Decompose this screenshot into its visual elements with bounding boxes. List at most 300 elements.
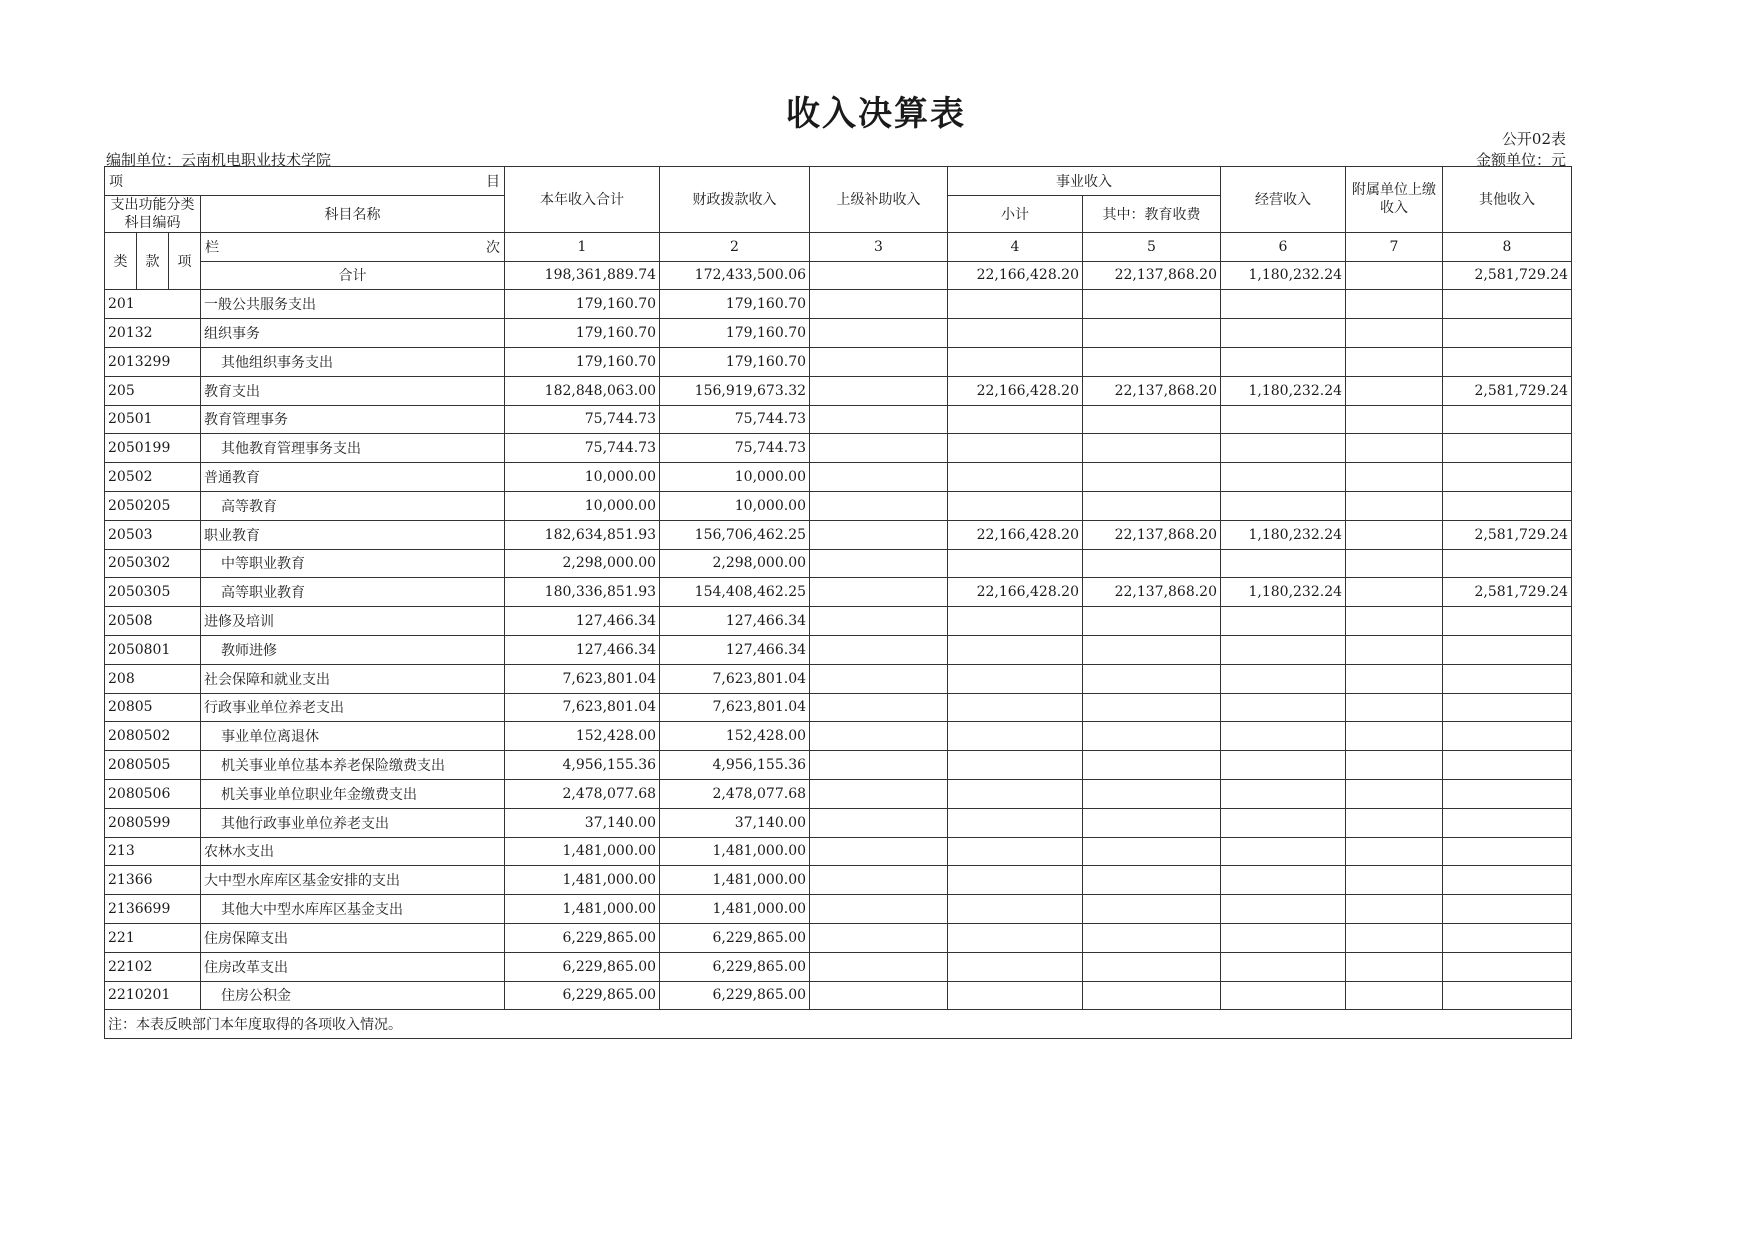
amount-cell: 75,744.73 bbox=[660, 405, 810, 434]
amount-cell bbox=[810, 578, 948, 607]
amount-unit: 金额单位：元 bbox=[1475, 151, 1566, 169]
amount-cell: 6,229,865.00 bbox=[660, 981, 810, 1010]
func-code-cell: 2050205 bbox=[105, 491, 201, 520]
amount-cell: 127,466.34 bbox=[505, 635, 660, 664]
func-code-cell: 22102 bbox=[105, 952, 201, 981]
col-header-affiliated: 附属单位上缴收入 bbox=[1346, 167, 1443, 233]
table-row bbox=[105, 463, 1572, 492]
amount-cell bbox=[1221, 981, 1346, 1010]
amount-cell bbox=[1083, 549, 1221, 578]
amount-cell bbox=[948, 434, 1083, 463]
amount-cell bbox=[1346, 347, 1443, 376]
amount-cell: 10,000.00 bbox=[505, 463, 660, 492]
table-row bbox=[105, 895, 1572, 924]
amount-cell bbox=[1221, 607, 1346, 636]
amount-cell bbox=[1346, 895, 1443, 924]
amount-cell: 179,160.70 bbox=[505, 347, 660, 376]
table-row bbox=[105, 779, 1572, 808]
amount-cell bbox=[1083, 866, 1221, 895]
amount-cell: 2,298,000.00 bbox=[660, 549, 810, 578]
table-row bbox=[105, 664, 1572, 693]
table-row bbox=[105, 607, 1572, 636]
compiling-unit: 编制单位：云南机电职业技术学院 bbox=[106, 151, 332, 169]
amount-cell bbox=[1443, 722, 1572, 751]
func-code-cell: 2050801 bbox=[105, 635, 201, 664]
item-right-label: 目 bbox=[486, 174, 501, 190]
amount-cell bbox=[1346, 549, 1443, 578]
amount-cell: 22,137,868.20 bbox=[1083, 520, 1221, 549]
func-code-cell: 205 bbox=[105, 376, 201, 405]
amount-cell bbox=[1083, 837, 1221, 866]
amount-cell: 1,481,000.00 bbox=[505, 866, 660, 895]
table-row bbox=[105, 808, 1572, 837]
subject-name-cell: 机关事业单位基本养老保险缴费支出 bbox=[201, 751, 505, 780]
table-row bbox=[105, 952, 1572, 981]
amount-cell bbox=[810, 981, 948, 1010]
subject-name-header: 科目名称 bbox=[201, 195, 505, 232]
func-code-cell: 20503 bbox=[105, 520, 201, 549]
ci-label: 次 bbox=[486, 239, 501, 256]
amount-cell bbox=[1443, 779, 1572, 808]
table-note: 注：本表反映部门本年度取得的各项收入情况。 bbox=[105, 1010, 1572, 1039]
amount-cell bbox=[1443, 635, 1572, 664]
amount-cell: 22,137,868.20 bbox=[1083, 376, 1221, 405]
subject-name-cell: 一般公共服务支出 bbox=[201, 290, 505, 319]
func-code-cell: 2050305 bbox=[105, 578, 201, 607]
subject-name-cell: 进修及培训 bbox=[201, 607, 505, 636]
amount-cell bbox=[948, 549, 1083, 578]
col-header-superior: 上级补助收入 bbox=[810, 167, 948, 233]
amount-cell bbox=[1221, 895, 1346, 924]
amount-cell bbox=[1346, 491, 1443, 520]
xiang-header: 项 bbox=[169, 232, 201, 290]
func-code-cell: 208 bbox=[105, 664, 201, 693]
amount-cell: 127,466.34 bbox=[505, 607, 660, 636]
amount-cell bbox=[1083, 290, 1221, 319]
subject-name-cell: 社会保障和就业支出 bbox=[201, 664, 505, 693]
amount-cell: 10,000.00 bbox=[505, 491, 660, 520]
amount-cell bbox=[1346, 434, 1443, 463]
amount-cell bbox=[1346, 693, 1443, 722]
table-row bbox=[105, 347, 1572, 376]
amount-cell bbox=[948, 664, 1083, 693]
income-final-account-table bbox=[104, 166, 1572, 1039]
func-code-cell: 2080506 bbox=[105, 779, 201, 808]
amount-cell bbox=[810, 635, 948, 664]
table-row bbox=[105, 578, 1572, 607]
amount-cell: 180,336,851.93 bbox=[505, 578, 660, 607]
lan-ci-cell bbox=[201, 232, 505, 261]
amount-cell: 7,623,801.04 bbox=[660, 664, 810, 693]
amount-cell: 4,956,155.36 bbox=[660, 751, 810, 780]
amount-cell: 7,623,801.04 bbox=[505, 693, 660, 722]
amount-cell bbox=[1083, 664, 1221, 693]
amount-cell bbox=[1221, 664, 1346, 693]
amount-cell: 179,160.70 bbox=[660, 347, 810, 376]
amount-cell bbox=[948, 895, 1083, 924]
amount-cell bbox=[948, 405, 1083, 434]
amount-cell bbox=[1443, 319, 1572, 348]
amount-cell: 152,428.00 bbox=[660, 722, 810, 751]
total-row bbox=[105, 261, 1572, 290]
col-index: 5 bbox=[1083, 232, 1221, 261]
amount-cell bbox=[1443, 866, 1572, 895]
table-row bbox=[105, 722, 1572, 751]
amount-cell: 127,466.34 bbox=[660, 635, 810, 664]
amount-cell bbox=[1083, 895, 1221, 924]
amount-cell: 2,581,729.24 bbox=[1443, 578, 1572, 607]
amount-cell bbox=[810, 866, 948, 895]
amount-cell bbox=[1346, 405, 1443, 434]
amount-cell bbox=[810, 895, 948, 924]
total-cell: 22,137,868.20 bbox=[1083, 261, 1221, 290]
amount-cell: 6,229,865.00 bbox=[660, 952, 810, 981]
subject-name-cell: 事业单位离退休 bbox=[201, 722, 505, 751]
item-header-cell bbox=[105, 167, 505, 196]
note-row bbox=[105, 1010, 1572, 1039]
func-code-cell: 2080599 bbox=[105, 808, 201, 837]
amount-cell: 7,623,801.04 bbox=[660, 693, 810, 722]
amount-cell bbox=[1346, 319, 1443, 348]
col-header-total: 本年收入合计 bbox=[505, 167, 660, 233]
amount-cell bbox=[1221, 693, 1346, 722]
amount-cell bbox=[1443, 952, 1572, 981]
amount-cell bbox=[1443, 463, 1572, 492]
amount-cell bbox=[1346, 837, 1443, 866]
subject-name-cell: 职业教育 bbox=[201, 520, 505, 549]
amount-cell bbox=[810, 837, 948, 866]
amount-cell: 182,634,851.93 bbox=[505, 520, 660, 549]
amount-cell: 179,160.70 bbox=[660, 290, 810, 319]
amount-cell bbox=[948, 722, 1083, 751]
amount-cell bbox=[1221, 463, 1346, 492]
form-number: 公开02表 bbox=[1501, 130, 1566, 148]
amount-cell bbox=[810, 664, 948, 693]
amount-cell bbox=[810, 376, 948, 405]
amount-cell bbox=[1443, 693, 1572, 722]
header-row-index bbox=[105, 232, 1572, 261]
subject-name-cell: 其他教育管理事务支出 bbox=[201, 434, 505, 463]
amount-cell bbox=[810, 290, 948, 319]
col-index: 2 bbox=[660, 232, 810, 261]
amount-cell bbox=[810, 693, 948, 722]
col-header-operating: 经营收入 bbox=[1221, 167, 1346, 233]
table-row bbox=[105, 405, 1572, 434]
lei-header: 类 bbox=[105, 232, 137, 290]
amount-cell bbox=[1221, 952, 1346, 981]
amount-cell bbox=[1221, 491, 1346, 520]
func-code-cell: 2050199 bbox=[105, 434, 201, 463]
subject-name-cell: 其他组织事务支出 bbox=[201, 347, 505, 376]
amount-cell bbox=[948, 491, 1083, 520]
amount-cell: 179,160.70 bbox=[505, 290, 660, 319]
table-row bbox=[105, 837, 1572, 866]
amount-cell bbox=[1221, 751, 1346, 780]
amount-cell bbox=[810, 319, 948, 348]
amount-cell: 1,180,232.24 bbox=[1221, 578, 1346, 607]
amount-cell bbox=[1221, 837, 1346, 866]
page-title: 收入决算表 bbox=[786, 94, 966, 134]
amount-cell: 6,229,865.00 bbox=[505, 981, 660, 1010]
subject-name-cell: 教师进修 bbox=[201, 635, 505, 664]
amount-cell bbox=[1443, 923, 1572, 952]
amount-cell bbox=[1083, 434, 1221, 463]
amount-cell bbox=[1346, 751, 1443, 780]
amount-cell bbox=[1083, 319, 1221, 348]
amount-cell: 10,000.00 bbox=[660, 463, 810, 492]
amount-cell: 1,481,000.00 bbox=[660, 895, 810, 924]
col-index: 8 bbox=[1443, 232, 1572, 261]
subject-name-cell: 大中型水库库区基金安排的支出 bbox=[201, 866, 505, 895]
func-code-cell: 221 bbox=[105, 923, 201, 952]
amount-cell bbox=[1083, 779, 1221, 808]
amount-cell bbox=[948, 923, 1083, 952]
lan-label: 栏 bbox=[205, 239, 219, 256]
amount-cell: 156,706,462.25 bbox=[660, 520, 810, 549]
func-code-cell: 2050302 bbox=[105, 549, 201, 578]
subject-name-cell: 组织事务 bbox=[201, 319, 505, 348]
amount-cell: 1,481,000.00 bbox=[505, 895, 660, 924]
amount-cell bbox=[1083, 751, 1221, 780]
amount-cell bbox=[1083, 952, 1221, 981]
amount-cell bbox=[948, 808, 1083, 837]
amount-cell: 152,428.00 bbox=[505, 722, 660, 751]
table-row bbox=[105, 290, 1572, 319]
func-code-cell: 2080502 bbox=[105, 722, 201, 751]
amount-cell bbox=[948, 290, 1083, 319]
table-row bbox=[105, 923, 1572, 952]
amount-cell bbox=[1443, 751, 1572, 780]
amount-cell bbox=[948, 463, 1083, 492]
amount-cell bbox=[1221, 319, 1346, 348]
table-row bbox=[105, 635, 1572, 664]
func-code-cell: 20502 bbox=[105, 463, 201, 492]
amount-cell bbox=[810, 923, 948, 952]
table-row bbox=[105, 981, 1572, 1010]
amount-cell: 2,478,077.68 bbox=[505, 779, 660, 808]
amount-cell bbox=[1346, 981, 1443, 1010]
amount-cell: 10,000.00 bbox=[660, 491, 810, 520]
func-code-cell: 201 bbox=[105, 290, 201, 319]
total-cell: 22,166,428.20 bbox=[948, 261, 1083, 290]
total-cell: 2,581,729.24 bbox=[1443, 261, 1572, 290]
amount-cell: 75,744.73 bbox=[660, 434, 810, 463]
subject-name-cell: 住房保障支出 bbox=[201, 923, 505, 952]
amount-cell bbox=[948, 866, 1083, 895]
amount-cell bbox=[1083, 635, 1221, 664]
amount-cell: 2,298,000.00 bbox=[505, 549, 660, 578]
amount-cell bbox=[1221, 722, 1346, 751]
table-row bbox=[105, 434, 1572, 463]
amount-cell bbox=[948, 837, 1083, 866]
amount-cell: 2,581,729.24 bbox=[1443, 376, 1572, 405]
col-header-fiscal: 财政拨款收入 bbox=[660, 167, 810, 233]
amount-cell bbox=[1083, 347, 1221, 376]
amount-cell bbox=[1443, 607, 1572, 636]
total-cell: 1,180,232.24 bbox=[1221, 261, 1346, 290]
func-code-cell: 20132 bbox=[105, 319, 201, 348]
col-header-edu-fee: 其中：教育收费 bbox=[1083, 195, 1221, 232]
subject-name-cell: 住房改革支出 bbox=[201, 952, 505, 981]
amount-cell bbox=[1221, 635, 1346, 664]
amount-cell: 22,137,868.20 bbox=[1083, 578, 1221, 607]
amount-cell: 179,160.70 bbox=[505, 319, 660, 348]
amount-cell bbox=[1443, 434, 1572, 463]
subject-name-cell: 教育管理事务 bbox=[201, 405, 505, 434]
amount-cell bbox=[1083, 463, 1221, 492]
table-row bbox=[105, 319, 1572, 348]
amount-cell bbox=[1346, 808, 1443, 837]
amount-cell: 75,744.73 bbox=[505, 434, 660, 463]
amount-cell: 6,229,865.00 bbox=[660, 923, 810, 952]
amount-cell: 22,166,428.20 bbox=[948, 376, 1083, 405]
table-row bbox=[105, 491, 1572, 520]
amount-cell bbox=[1346, 722, 1443, 751]
total-label: 合计 bbox=[201, 261, 505, 290]
amount-cell bbox=[1443, 405, 1572, 434]
amount-cell bbox=[810, 434, 948, 463]
func-code-cell: 21366 bbox=[105, 866, 201, 895]
amount-cell bbox=[1346, 952, 1443, 981]
col-index: 4 bbox=[948, 232, 1083, 261]
amount-cell: 37,140.00 bbox=[505, 808, 660, 837]
amount-cell bbox=[1221, 434, 1346, 463]
amount-cell: 2,478,077.68 bbox=[660, 779, 810, 808]
col-header-other: 其他收入 bbox=[1443, 167, 1572, 233]
amount-cell bbox=[1443, 549, 1572, 578]
amount-cell bbox=[1221, 866, 1346, 895]
amount-cell bbox=[948, 607, 1083, 636]
amount-cell bbox=[810, 722, 948, 751]
amount-cell bbox=[1083, 405, 1221, 434]
amount-cell bbox=[1346, 290, 1443, 319]
col-index: 1 bbox=[505, 232, 660, 261]
total-cell: 172,433,500.06 bbox=[660, 261, 810, 290]
col-index: 3 bbox=[810, 232, 948, 261]
amount-cell: 1,180,232.24 bbox=[1221, 376, 1346, 405]
amount-cell bbox=[948, 751, 1083, 780]
amount-cell bbox=[810, 607, 948, 636]
amount-cell bbox=[1346, 635, 1443, 664]
amount-cell bbox=[948, 635, 1083, 664]
header-row-top bbox=[105, 167, 1572, 196]
amount-cell bbox=[1083, 693, 1221, 722]
amount-cell: 154,408,462.25 bbox=[660, 578, 810, 607]
col-header-subtotal: 小计 bbox=[948, 195, 1083, 232]
amount-cell bbox=[1443, 290, 1572, 319]
amount-cell bbox=[1346, 866, 1443, 895]
subject-name-cell: 教育支出 bbox=[201, 376, 505, 405]
amount-cell bbox=[948, 319, 1083, 348]
amount-cell bbox=[1443, 491, 1572, 520]
amount-cell bbox=[948, 981, 1083, 1010]
amount-cell: 4,956,155.36 bbox=[505, 751, 660, 780]
table-row bbox=[105, 520, 1572, 549]
subject-name-cell: 住房公积金 bbox=[201, 981, 505, 1010]
amount-cell bbox=[1221, 779, 1346, 808]
total-cell bbox=[1346, 261, 1443, 290]
amount-cell bbox=[810, 779, 948, 808]
table-row bbox=[105, 549, 1572, 578]
amount-cell bbox=[1083, 981, 1221, 1010]
table-row bbox=[105, 693, 1572, 722]
subject-name-cell: 高等教育 bbox=[201, 491, 505, 520]
amount-cell bbox=[1443, 664, 1572, 693]
amount-cell bbox=[810, 347, 948, 376]
func-code-cell: 2136699 bbox=[105, 895, 201, 924]
amount-cell bbox=[1346, 779, 1443, 808]
func-code-header: 支出功能分类科目编码 bbox=[105, 195, 201, 232]
amount-cell bbox=[1346, 376, 1443, 405]
col-index: 7 bbox=[1346, 232, 1443, 261]
amount-cell bbox=[810, 549, 948, 578]
subject-name-cell: 高等职业教育 bbox=[201, 578, 505, 607]
amount-cell bbox=[1346, 664, 1443, 693]
amount-cell bbox=[948, 952, 1083, 981]
amount-cell: 1,481,000.00 bbox=[660, 837, 810, 866]
amount-cell bbox=[1346, 607, 1443, 636]
amount-cell bbox=[1443, 895, 1572, 924]
amount-cell bbox=[1443, 347, 1572, 376]
amount-cell bbox=[948, 347, 1083, 376]
total-cell: 198,361,889.74 bbox=[505, 261, 660, 290]
amount-cell bbox=[1221, 808, 1346, 837]
amount-cell bbox=[810, 751, 948, 780]
subject-name-cell: 机关事业单位职业年金缴费支出 bbox=[201, 779, 505, 808]
subject-name-cell: 农林水支出 bbox=[201, 837, 505, 866]
amount-cell bbox=[810, 808, 948, 837]
amount-cell bbox=[1346, 520, 1443, 549]
amount-cell bbox=[810, 405, 948, 434]
amount-cell: 6,229,865.00 bbox=[505, 952, 660, 981]
amount-cell bbox=[1221, 923, 1346, 952]
kuan-header: 款 bbox=[137, 232, 169, 290]
amount-cell bbox=[810, 463, 948, 492]
item-left-label: 项 bbox=[109, 174, 123, 190]
amount-cell bbox=[1083, 722, 1221, 751]
amount-cell: 179,160.70 bbox=[660, 319, 810, 348]
amount-cell: 156,919,673.32 bbox=[660, 376, 810, 405]
func-code-cell: 20805 bbox=[105, 693, 201, 722]
func-code-cell: 2013299 bbox=[105, 347, 201, 376]
amount-cell: 2,581,729.24 bbox=[1443, 520, 1572, 549]
amount-cell: 22,166,428.20 bbox=[948, 520, 1083, 549]
amount-cell bbox=[1221, 347, 1346, 376]
table-row bbox=[105, 751, 1572, 780]
subject-name-cell: 行政事业单位养老支出 bbox=[201, 693, 505, 722]
amount-cell bbox=[810, 520, 948, 549]
subject-name-cell: 中等职业教育 bbox=[201, 549, 505, 578]
subject-name-cell: 其他行政事业单位养老支出 bbox=[201, 808, 505, 837]
func-code-cell: 20501 bbox=[105, 405, 201, 434]
amount-cell bbox=[1346, 578, 1443, 607]
amount-cell: 182,848,063.00 bbox=[505, 376, 660, 405]
amount-cell bbox=[1443, 808, 1572, 837]
amount-cell bbox=[1083, 808, 1221, 837]
amount-cell: 6,229,865.00 bbox=[505, 923, 660, 952]
amount-cell: 1,180,232.24 bbox=[1221, 520, 1346, 549]
amount-cell bbox=[810, 952, 948, 981]
total-cell bbox=[810, 261, 948, 290]
amount-cell bbox=[948, 693, 1083, 722]
amount-cell bbox=[1221, 405, 1346, 434]
amount-cell bbox=[1221, 549, 1346, 578]
col-header-business-group: 事业收入 bbox=[948, 167, 1221, 196]
amount-cell bbox=[1443, 981, 1572, 1010]
amount-cell bbox=[1346, 463, 1443, 492]
amount-cell: 75,744.73 bbox=[505, 405, 660, 434]
amount-cell bbox=[1083, 923, 1221, 952]
